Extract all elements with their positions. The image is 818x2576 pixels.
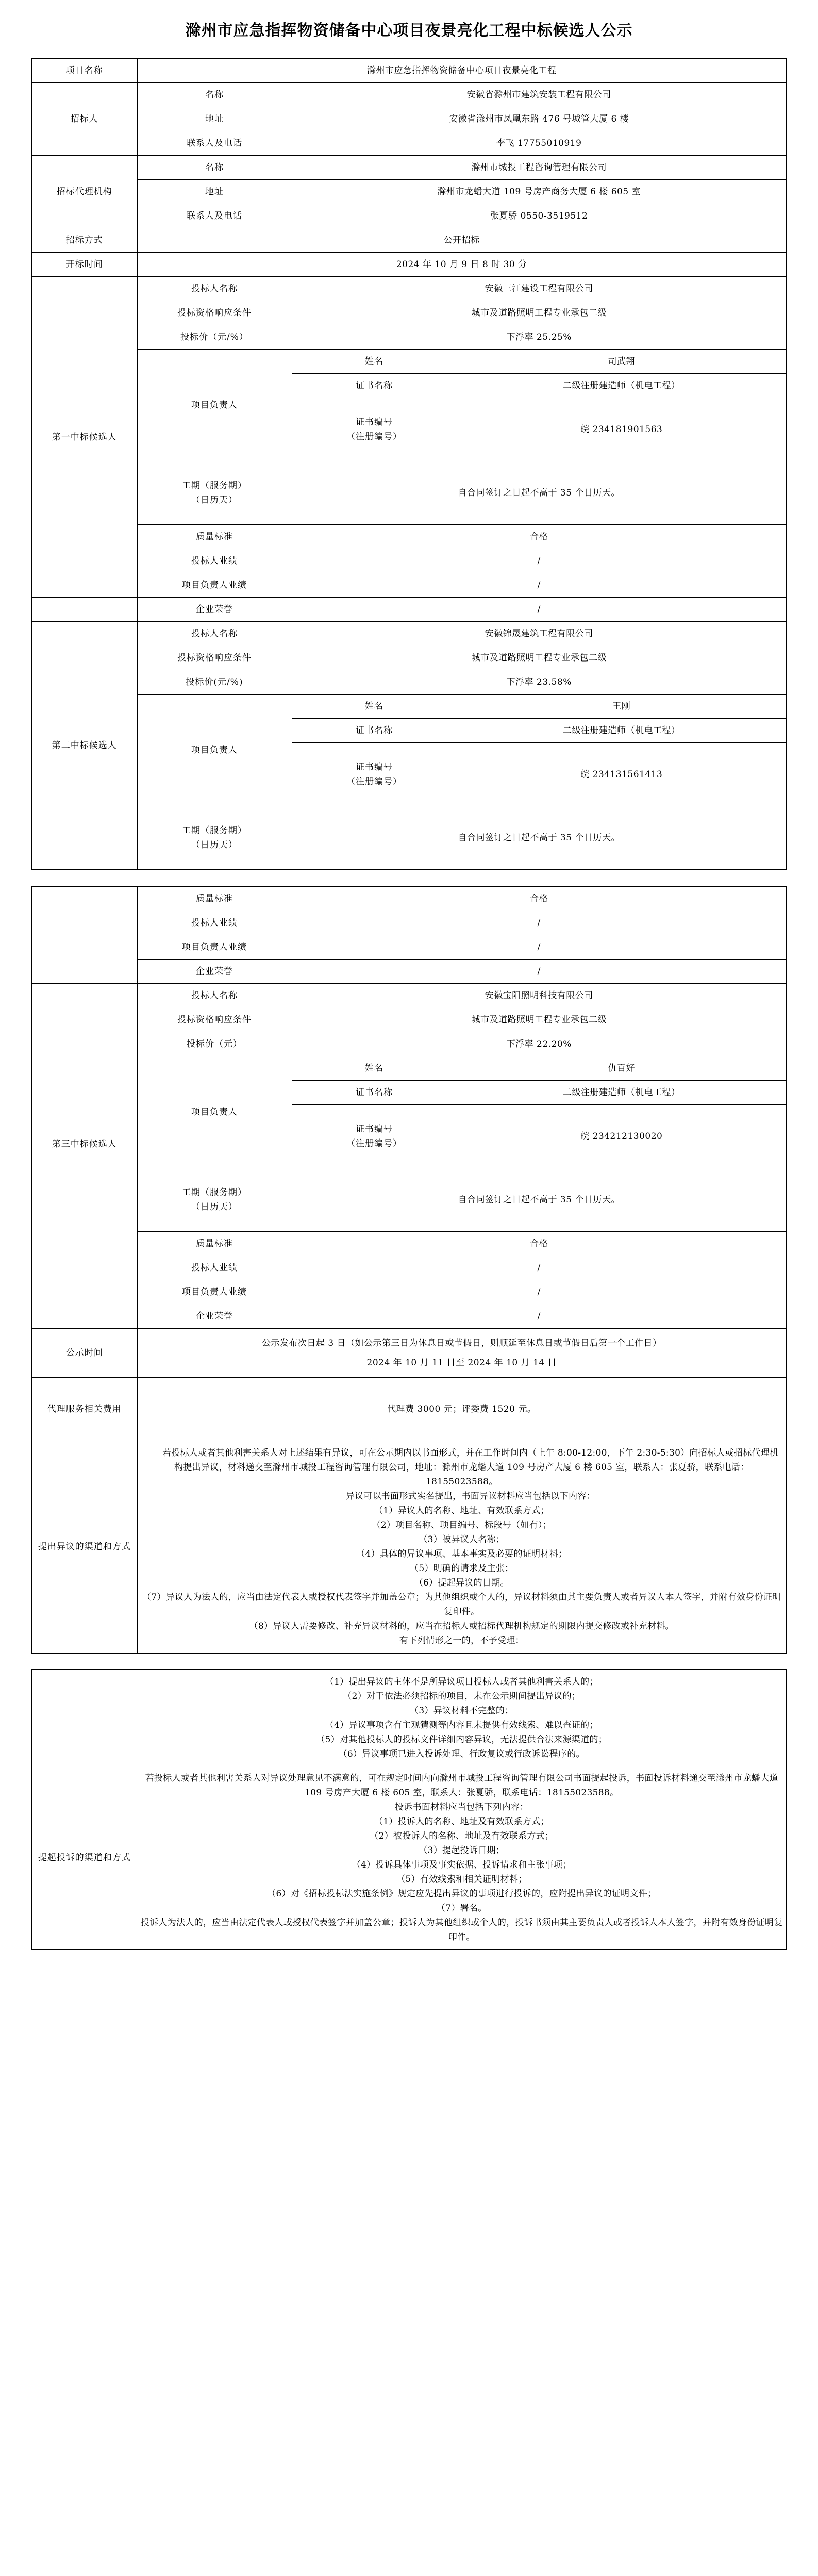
complaint-item: （7）署名。 [436,1903,487,1913]
table-row [31,1441,787,1654]
table-row [31,1256,787,1280]
label-c2-qualification: 投标资格响应条件 [137,646,292,670]
table-row [31,461,787,525]
label-c3-duration-main: 工期（服务期） [182,1187,247,1198]
table-row [31,1056,787,1081]
table-row [31,156,787,180]
value-c3-cert-no: 皖 234212130020 [457,1105,787,1168]
table-row [31,131,787,156]
table-row [31,325,787,350]
label-c3-duration-sub: （日历天） [191,1202,238,1212]
value-c3-bidder-perf: / [292,1256,787,1280]
complaint-item: （1）投诉人的名称、地址及有效联系方式； [374,1817,549,1827]
value-c1-honor: / [292,598,787,622]
complaint-item: （2）被投诉人的名称、地址及有效联系方式； [370,1831,554,1841]
table-row [31,670,787,695]
value-c3-person-name: 仇百好 [457,1056,787,1081]
table-row [31,984,787,1008]
value-c2-price: 下浮率 23.58% [292,670,787,695]
label-complaint-channel: 提起投诉的渠道和方式 [31,1766,137,1950]
label-c2-project-manager: 项目负责人 [137,695,292,806]
table-row [31,1766,787,1950]
label-c1-quality: 质量标准 [137,525,292,549]
value-c3-qualification: 城市及道路照明工程专业承包二级 [292,1008,787,1032]
label-c3-duration [137,1168,292,1232]
value-c1-cert-name: 二级注册建造师（机电工程） [457,374,787,398]
value-project-name: 滁州市应急指挥物资储备中心项目夜景亮化工程 [137,58,787,83]
label-tenderee-address: 地址 [137,107,292,131]
value-c3-duration: 自合同签订之日起不高于 35 个日历天。 [292,1168,787,1232]
value-c3-manager-perf: / [292,1280,787,1304]
table-row [31,1032,787,1056]
value-c2-qualification: 城市及道路照明工程专业承包二级 [292,646,787,670]
table-row [31,646,787,670]
value-c1-bidder-name: 安徽三江建设工程有限公司 [292,277,787,301]
label-c2-bidder-name: 投标人名称 [137,622,292,646]
complaint-item: （5）有效线索和相关证明材料； [396,1874,527,1885]
label-c1-cert-no [292,398,457,461]
label-c2-quality: 质量标准 [137,886,292,911]
objection-item: （8）异议人需要修改、补充异议材料的，应当在招标人或招标代理机构规定的期限内提交修改或补充材料。 [249,1621,674,1631]
label-c3-honor-rowlabel [31,1304,137,1329]
table-row [31,1280,787,1304]
table-row [31,301,787,325]
label-c1-duration [137,461,292,525]
complaint-intro: 若投标人或者其他利害关系人对异议处理意见不满意的，可在规定时间内向滁州市城投工程咨询管理有限公司书面提起投诉，书面投诉材料递交至滁州市龙蟠大道 109 号房产大厦 6 楼 605 室，联系人：张夏骄，联系电话：18155023588。 [145,1773,778,1798]
table-row [31,886,787,911]
value-publicity-time [137,1329,787,1378]
complaint-item: （3）提起投诉日期； [419,1845,505,1856]
label-agency-name: 名称 [137,156,292,180]
candidate-table-part-3 [31,1669,787,1950]
label-c3-cert-no-sub: （注册编号） [346,1138,402,1149]
label-c3-price: 投标价（元） [137,1032,292,1056]
table-row [31,180,787,204]
table-row [31,806,787,870]
table-row [31,573,787,598]
label-c2-honor: 企业荣誉 [137,960,292,984]
table-row [31,1008,787,1032]
value-tenderee-name: 安徽省滁州市建筑安装工程有限公司 [292,83,787,107]
label-c1-manager-perf: 项目负责人业绩 [137,573,292,598]
label-c2-bidder-perf: 投标人业绩 [137,911,292,935]
label-c2-manager-perf: 项目负责人业绩 [137,935,292,960]
label-candidate-2: 第二中标候选人 [31,622,137,870]
label-c1-price: 投标价（元/%） [137,325,292,350]
label-c1-qualification: 投标资格响应条件 [137,301,292,325]
value-bid-method: 公开招标 [137,228,787,253]
label-c1-person-name: 姓名 [292,350,457,374]
label-c1-bidder-perf: 投标人业绩 [137,549,292,573]
label-tenderee-name: 名称 [137,83,292,107]
value-objection-channel [137,1441,787,1654]
label-objection-reject-list [31,1670,137,1766]
value-complaint-channel [137,1766,787,1950]
label-tenderee-contact: 联系人及电话 [137,131,292,156]
value-agency-contact: 张夏骄 0550-3519512 [292,204,787,228]
label-bid-method: 招标方式 [31,228,137,253]
label-c1-cert-no-sub: （注册编号） [346,432,402,442]
objection-reject-item: （1）提出异议的主体不是所异议项目投标人或者其他利害关系人的； [325,1677,598,1687]
label-project-name: 项目名称 [31,58,137,83]
table-row [31,960,787,984]
value-c1-quality: 合格 [292,525,787,549]
table-row [31,107,787,131]
value-c1-qualification: 城市及道路照明工程专业承包二级 [292,301,787,325]
value-c2-bidder-name: 安徽锦晟建筑工程有限公司 [292,622,787,646]
objection-sub-intro: 异议可以书面形式实名提出，书面异议材料应当包括以下内容： [345,1491,595,1501]
label-bid-open-time: 开标时间 [31,253,137,277]
table-row [31,1670,787,1766]
label-c3-bidder-name: 投标人名称 [137,984,292,1008]
table-row [31,228,787,253]
objection-reject-item: （2）对于依法必须招标的项目，未在公示期间提出异议的； [343,1691,581,1702]
label-agency-contact: 联系人及电话 [137,204,292,228]
label-c2-person-name: 姓名 [292,695,457,719]
label-c2-duration [137,806,292,870]
label-c2-cert-no-sub: （注册编号） [346,777,402,787]
value-c1-duration: 自合同签订之日起不高于 35 个日历天。 [292,461,787,525]
page-break-gap-2 [0,1654,818,1669]
value-c3-honor: / [292,1304,787,1329]
value-tenderee-contact: 李飞 17755010919 [292,131,787,156]
value-agency-address: 滁州市龙蟠大道 109 号房产商务大厦 6 楼 605 室 [292,180,787,204]
label-tenderee: 招标人 [31,83,137,156]
page-break-gap-1 [0,870,818,886]
complaint-item: （6）对《招标投标法实施条例》规定应先提出异议的事项进行投诉的，应附提出异议的证明文件； [267,1889,657,1899]
value-c2-cert-no: 皖 234131561413 [457,743,787,806]
label-c2-duration-main: 工期（服务期） [182,825,247,836]
value-c2-honor: / [292,960,787,984]
label-c1-honor-rowlabel [31,598,137,622]
value-c1-bidder-perf: / [292,549,787,573]
label-c3-person-name: 姓名 [292,1056,457,1081]
table-row [31,350,787,374]
label-c1-duration-sub: （日历天） [191,495,238,505]
label-c2-cert-name: 证书名称 [292,719,457,743]
value-c1-price: 下浮率 25.25% [292,325,787,350]
value-tenderee-address: 安徽省滁州市凤凰东路 476 号城管大厦 6 楼 [292,107,787,131]
label-c2-duration-sub: （日历天） [191,840,238,850]
objection-item: （3）被异议人名称； [419,1534,505,1545]
label-c1-cert-name: 证书名称 [292,374,457,398]
objection-reject-item: （6）异议事项已进入投诉处理、行政复议或行政诉讼程序的。 [338,1749,585,1759]
publicity-rule: 公示发布次日起 3 日（如公示第三日为休息日或节假日，则顺延至休息日或节假日后第一个工作日） [261,1338,662,1348]
objection-item: （6）提起异议的日期。 [414,1578,509,1588]
complaint-closing: 投诉人为法人的，应当由法定代表人或授权代表签字并加盖公章；投诉人为其他组织或个人的，投诉书须由其主要负责人或者投诉人本人签字，并附有效身份证明复印件。 [140,1918,783,1942]
objection-item: （2）项目名称、项目编号、标段号（如有）； [372,1520,552,1530]
objection-reject-item: （3）异议材料不完整的； [410,1706,514,1716]
label-publicity-time: 公示时间 [31,1329,137,1378]
label-candidate-2-cont [31,886,137,984]
label-c3-bidder-perf: 投标人业绩 [137,1256,292,1280]
label-c3-quality: 质量标准 [137,1232,292,1256]
label-c2-price: 投标价(元/%) [137,670,292,695]
label-agency: 招标代理机构 [31,156,137,228]
table-row [31,1378,787,1441]
value-c3-price: 下浮率 22.20% [292,1032,787,1056]
objection-item: （4）具体的异议事项、基本事实及必要的证明材料； [356,1549,567,1559]
label-c3-manager-perf: 项目负责人业绩 [137,1280,292,1304]
value-c2-manager-perf: / [292,935,787,960]
table-row [31,598,787,622]
objection-reject-item: （5）对其他投标人的投标文件详细内容异议，无法提供合法来源渠道的； [316,1735,608,1745]
label-objection-channel: 提出异议的渠道和方式 [31,1441,137,1654]
label-agency-fee: 代理服务相关费用 [31,1378,137,1441]
page-title: 滁州市应急指挥物资储备中心项目夜景亮化工程中标候选人公示 [185,22,633,40]
objection-item: （1）异议人的名称、地址、有效联系方式； [374,1506,549,1516]
table-row [31,1304,787,1329]
label-c2-cert-no [292,743,457,806]
complaint-sub-intro: 投诉书面材料应当包括下列内容： [394,1802,529,1812]
candidate-table-part-1 [31,58,787,870]
value-agency-fee: 代理费 3000 元；评委费 1520 元。 [137,1378,787,1441]
value-c2-duration: 自合同签订之日起不高于 35 个日历天。 [292,806,787,870]
objection-reject-intro: 有下列情形之一的，不予受理： [399,1636,524,1646]
value-c3-cert-name: 二级注册建造师（机电工程） [457,1081,787,1105]
value-agency-name: 滁州市城投工程咨询管理有限公司 [292,156,787,180]
label-candidate-3: 第三中标候选人 [31,984,137,1304]
objection-item: （5）明确的请求及主张； [410,1563,514,1574]
value-c3-bidder-name: 安徽宝阳照明科技有限公司 [292,984,787,1008]
label-c1-cert-no-main: 证书编号 [356,417,393,427]
table-row [31,253,787,277]
label-c3-honor: 企业荣誉 [137,1304,292,1329]
value-c2-person-name: 王刚 [457,695,787,719]
value-bid-open-time: 2024 年 10 月 9 日 8 时 30 分 [137,253,787,277]
label-c2-cert-no-main: 证书编号 [356,762,393,772]
label-c1-bidder-name: 投标人名称 [137,277,292,301]
label-c3-cert-no-main: 证书编号 [356,1124,393,1134]
label-c1-duration-main: 工期（服务期） [182,481,247,491]
publicity-range: 2024 年 10 月 11 日至 2024 年 10 月 14 日 [366,1358,557,1368]
value-c2-quality: 合格 [292,886,787,911]
objection-reject-item: （4）异议事项含有主观猜测等内容且未提供有效线索、难以查证的； [325,1720,598,1730]
table-row [31,622,787,646]
table-row [31,1232,787,1256]
table-row [31,83,787,107]
label-c1-honor: 企业荣誉 [137,598,292,622]
table-row [31,204,787,228]
value-c3-quality: 合格 [292,1232,787,1256]
value-c1-person-name: 司武翔 [457,350,787,374]
table-row [31,277,787,301]
table-row [31,935,787,960]
value-objection-reject-list [137,1670,787,1766]
value-c2-cert-name: 二级注册建造师（机电工程） [457,719,787,743]
table-row [31,525,787,549]
value-c2-bidder-perf: / [292,911,787,935]
label-c3-qualification: 投标资格响应条件 [137,1008,292,1032]
objection-item: （7）异议人为法人的，应当由法定代表人或授权代表签字并加盖公章；为其他组织或个人的，异议材料须由其主要负责人或者异议人本人签字，并附有效身份证明复印件。 [142,1592,781,1617]
table-row [31,1329,787,1378]
label-c1-project-manager: 项目负责人 [137,350,292,461]
table-row [31,549,787,573]
table-row [31,911,787,935]
label-c3-cert-no [292,1105,457,1168]
candidate-table-part-2 [31,886,787,1654]
objection-intro: 若投标人或者其他利害关系人对上述结果有异议，可在公示期内以书面形式，并在工作时间内（上午 8:00-12:00，下午 2:30-5:30）向招标人或招标代理机构提出异议，材料递交至滁州市城投工程咨询管理有限公司，地址：滁州市龙蟠大道 109 号房产大厦 6 楼 605 室，联系人：张夏骄，联系电话：18155023588。 [162,1448,779,1487]
label-agency-address: 地址 [137,180,292,204]
label-c3-project-manager: 项目负责人 [137,1056,292,1168]
value-c1-cert-no: 皖 234181901563 [457,398,787,461]
table-row [31,1168,787,1232]
table-row [31,58,787,83]
table-row [31,695,787,719]
value-c1-manager-perf: / [292,573,787,598]
complaint-item: （4）投诉具体事项及事实依据、投诉请求和主张事项； [352,1860,572,1870]
label-candidate-1: 第一中标候选人 [31,277,137,598]
label-c3-cert-name: 证书名称 [292,1081,457,1105]
